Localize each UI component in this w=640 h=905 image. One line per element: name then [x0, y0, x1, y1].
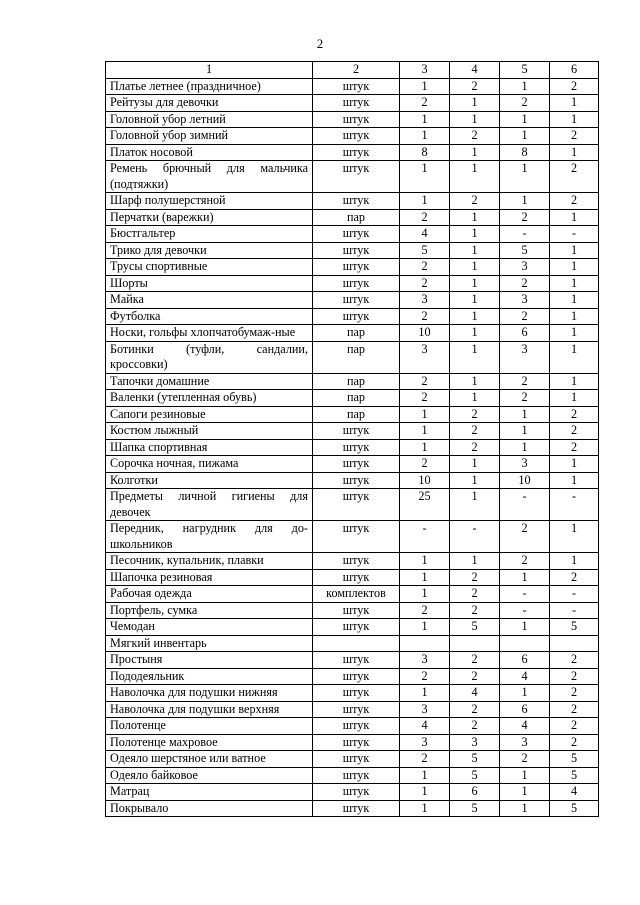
col-4-value: 1: [450, 472, 500, 489]
unit: комплектов: [313, 586, 400, 603]
header-cell: 5: [500, 62, 550, 79]
table-row: [106, 569, 599, 586]
col-3-value: 1: [400, 439, 450, 456]
unit: штук: [313, 226, 400, 243]
table-row: [106, 619, 599, 636]
col-3-value: 1: [400, 128, 450, 145]
col-6-value: [550, 635, 599, 652]
unit: штук: [313, 144, 400, 161]
item-name: Головной убор летний: [106, 111, 313, 128]
col-5-value: 1: [500, 78, 550, 95]
col-4-value: 1: [450, 209, 500, 226]
header-cell: 4: [450, 62, 500, 79]
table-row: [106, 489, 599, 521]
table-row: [106, 325, 599, 342]
col-6-value: 1: [550, 521, 599, 553]
col-3-value: 10: [400, 472, 450, 489]
unit: штук: [313, 718, 400, 735]
col-6-value: -: [550, 226, 599, 243]
col-6-value: 1: [550, 390, 599, 407]
table-row: [106, 95, 599, 112]
col-3-value: 4: [400, 226, 450, 243]
col-5-value: 3: [500, 292, 550, 309]
unit: штук: [313, 800, 400, 817]
item-name: Ремень брючный для мальчика (подтяжки): [106, 161, 313, 193]
col-5-value: 10: [500, 472, 550, 489]
table-row: [106, 423, 599, 440]
unit: штук: [313, 569, 400, 586]
col-5-value: [500, 635, 550, 652]
table-row: [106, 521, 599, 553]
table-row: [106, 78, 599, 95]
col-3-value: 3: [400, 292, 450, 309]
col-6-value: 2: [550, 685, 599, 702]
col-3-value: 1: [400, 193, 450, 210]
table-row: [106, 275, 599, 292]
page-number: 2: [316, 36, 324, 51]
items-table: [105, 61, 599, 817]
unit: пар: [313, 209, 400, 226]
col-4-value: 1: [450, 161, 500, 193]
col-6-value: 1: [550, 275, 599, 292]
item-name: Тапочки домашние: [106, 373, 313, 390]
col-5-value: 1: [500, 128, 550, 145]
col-3-value: 1: [400, 586, 450, 603]
item-name: Чемодан: [106, 619, 313, 636]
item-name: Шапка спортивная: [106, 439, 313, 456]
item-name: Платье летнее (праздничное): [106, 78, 313, 95]
col-4-value: 1: [450, 144, 500, 161]
item-name: Носки, гольфы хлопчатобумаж-ные: [106, 325, 313, 342]
col-6-value: 4: [550, 784, 599, 801]
item-name: Передник, нагрудник для до-школьников: [106, 521, 313, 553]
col-3-value: 1: [400, 78, 450, 95]
col-6-value: 1: [550, 95, 599, 112]
item-name: Костюм лыжный: [106, 423, 313, 440]
col-4-value: 1: [450, 275, 500, 292]
item-name: Валенки (утепленная обувь): [106, 390, 313, 407]
item-name: Рейтузы для девочки: [106, 95, 313, 112]
col-4-value: 2: [450, 602, 500, 619]
item-name: Шапочка резиновая: [106, 569, 313, 586]
col-6-value: 2: [550, 701, 599, 718]
col-4-value: 2: [450, 78, 500, 95]
unit: штук: [313, 128, 400, 145]
col-3-value: 1: [400, 423, 450, 440]
header-cell: 2: [313, 62, 400, 79]
unit: штук: [313, 292, 400, 309]
table-row: [106, 226, 599, 243]
table-row: [106, 111, 599, 128]
table-row: [106, 341, 599, 373]
col-5-value: 2: [500, 373, 550, 390]
col-6-value: 2: [550, 718, 599, 735]
col-5-value: 3: [500, 734, 550, 751]
item-name: Мягкий инвентарь: [106, 635, 313, 652]
col-4-value: 5: [450, 800, 500, 817]
table-header-row: [106, 62, 599, 79]
item-name: Трико для девочки: [106, 242, 313, 259]
unit: штук: [313, 784, 400, 801]
col-5-value: 3: [500, 456, 550, 473]
unit: штук: [313, 619, 400, 636]
col-6-value: 2: [550, 439, 599, 456]
col-4-value: 5: [450, 751, 500, 768]
table-row: [106, 456, 599, 473]
col-4-value: 1: [450, 489, 500, 521]
table-row: [106, 209, 599, 226]
col-5-value: 3: [500, 341, 550, 373]
col-3-value: [400, 635, 450, 652]
col-3-value: 1: [400, 111, 450, 128]
col-4-value: 1: [450, 373, 500, 390]
table-row: [106, 553, 599, 570]
unit: штук: [313, 489, 400, 521]
col-4-value: 1: [450, 259, 500, 276]
col-4-value: 3: [450, 734, 500, 751]
col-3-value: 1: [400, 784, 450, 801]
unit: штук: [313, 472, 400, 489]
table-row: [106, 472, 599, 489]
col-3-value: -: [400, 521, 450, 553]
col-6-value: 1: [550, 472, 599, 489]
col-3-value: 2: [400, 456, 450, 473]
col-5-value: 2: [500, 521, 550, 553]
col-5-value: 8: [500, 144, 550, 161]
col-5-value: 2: [500, 209, 550, 226]
unit: штук: [313, 734, 400, 751]
col-5-value: -: [500, 489, 550, 521]
item-name: Шарф полушерстяной: [106, 193, 313, 210]
unit: [313, 635, 400, 652]
item-name: Трусы спортивные: [106, 259, 313, 276]
item-name: Наволочка для подушки верхняя: [106, 701, 313, 718]
item-name: Перчатки (варежки): [106, 209, 313, 226]
col-3-value: 3: [400, 701, 450, 718]
col-5-value: 1: [500, 161, 550, 193]
table-row: [106, 800, 599, 817]
col-5-value: 4: [500, 668, 550, 685]
table-row: [106, 373, 599, 390]
col-3-value: 25: [400, 489, 450, 521]
table-row: [106, 734, 599, 751]
col-5-value: 1: [500, 406, 550, 423]
col-3-value: 4: [400, 718, 450, 735]
col-5-value: -: [500, 602, 550, 619]
col-3-value: 3: [400, 652, 450, 669]
col-5-value: 6: [500, 701, 550, 718]
item-name: Футболка: [106, 308, 313, 325]
col-4-value: 1: [450, 341, 500, 373]
col-3-value: 2: [400, 259, 450, 276]
col-4-value: 2: [450, 586, 500, 603]
col-5-value: 1: [500, 423, 550, 440]
item-name: Предметы личной гигиены для девочек: [106, 489, 313, 521]
col-5-value: 2: [500, 553, 550, 570]
col-5-value: 1: [500, 111, 550, 128]
unit: пар: [313, 406, 400, 423]
item-name: Сапоги резиновые: [106, 406, 313, 423]
unit: штук: [313, 652, 400, 669]
col-4-value: 1: [450, 226, 500, 243]
table-row: [106, 751, 599, 768]
unit: штук: [313, 553, 400, 570]
item-name: Наволочка для подушки нижняя: [106, 685, 313, 702]
table-row: [106, 685, 599, 702]
col-6-value: 2: [550, 161, 599, 193]
item-name: Портфель, сумка: [106, 602, 313, 619]
col-4-value: 6: [450, 784, 500, 801]
item-name: Головной убор зимний: [106, 128, 313, 145]
col-6-value: 2: [550, 652, 599, 669]
col-4-value: 2: [450, 668, 500, 685]
col-4-value: 1: [450, 111, 500, 128]
unit: штук: [313, 78, 400, 95]
col-4-value: [450, 635, 500, 652]
item-name: Полотенце махровое: [106, 734, 313, 751]
col-4-value: 2: [450, 701, 500, 718]
col-3-value: 3: [400, 341, 450, 373]
table-body: [106, 62, 599, 817]
item-name: Покрывало: [106, 800, 313, 817]
item-name: Матрац: [106, 784, 313, 801]
col-6-value: 5: [550, 767, 599, 784]
item-name: Шорты: [106, 275, 313, 292]
col-6-value: 2: [550, 193, 599, 210]
table-row: [106, 161, 599, 193]
col-4-value: 1: [450, 390, 500, 407]
table-row: [106, 718, 599, 735]
table-row: [106, 668, 599, 685]
item-name: Бюстгальтер: [106, 226, 313, 243]
col-5-value: 2: [500, 390, 550, 407]
col-4-value: 2: [450, 718, 500, 735]
col-3-value: 5: [400, 242, 450, 259]
unit: штук: [313, 767, 400, 784]
unit: штук: [313, 602, 400, 619]
col-3-value: 2: [400, 602, 450, 619]
col-4-value: 1: [450, 325, 500, 342]
col-5-value: -: [500, 226, 550, 243]
col-6-value: 1: [550, 456, 599, 473]
col-6-value: 5: [550, 800, 599, 817]
col-6-value: 1: [550, 308, 599, 325]
col-3-value: 2: [400, 373, 450, 390]
col-6-value: 2: [550, 423, 599, 440]
unit: пар: [313, 373, 400, 390]
col-6-value: 1: [550, 259, 599, 276]
table-row: [106, 144, 599, 161]
col-5-value: 2: [500, 95, 550, 112]
col-6-value: 2: [550, 128, 599, 145]
col-5-value: 1: [500, 685, 550, 702]
table-row: [106, 586, 599, 603]
col-4-value: 1: [450, 242, 500, 259]
col-4-value: 2: [450, 128, 500, 145]
col-5-value: 1: [500, 784, 550, 801]
col-6-value: 2: [550, 668, 599, 685]
item-name: Сорочка ночная, пижама: [106, 456, 313, 473]
unit: штук: [313, 751, 400, 768]
unit: штук: [313, 95, 400, 112]
col-4-value: 2: [450, 406, 500, 423]
col-6-value: 1: [550, 553, 599, 570]
col-3-value: 1: [400, 406, 450, 423]
col-4-value: 5: [450, 767, 500, 784]
col-4-value: 2: [450, 439, 500, 456]
table-row: [106, 308, 599, 325]
item-name: Рабочая одежда: [106, 586, 313, 603]
item-name: Одеяло шерстяное или ватное: [106, 751, 313, 768]
col-4-value: -: [450, 521, 500, 553]
unit: штук: [313, 308, 400, 325]
unit: пар: [313, 341, 400, 373]
col-3-value: 1: [400, 161, 450, 193]
col-6-value: 1: [550, 341, 599, 373]
col-5-value: 1: [500, 439, 550, 456]
item-name: Майка: [106, 292, 313, 309]
table-row: [106, 193, 599, 210]
col-3-value: 2: [400, 275, 450, 292]
col-6-value: 1: [550, 325, 599, 342]
unit: штук: [313, 275, 400, 292]
col-3-value: 1: [400, 800, 450, 817]
col-4-value: 1: [450, 95, 500, 112]
col-5-value: 2: [500, 275, 550, 292]
unit: штук: [313, 521, 400, 553]
col-3-value: 2: [400, 668, 450, 685]
table-row: [106, 242, 599, 259]
unit: штук: [313, 439, 400, 456]
col-4-value: 4: [450, 685, 500, 702]
unit: пар: [313, 390, 400, 407]
col-6-value: -: [550, 586, 599, 603]
unit: штук: [313, 423, 400, 440]
table-row: [106, 128, 599, 145]
col-4-value: 2: [450, 652, 500, 669]
table-row: [106, 439, 599, 456]
item-name: Песочник, купальник, плавки: [106, 553, 313, 570]
col-6-value: 2: [550, 406, 599, 423]
col-5-value: 6: [500, 652, 550, 669]
unit: штук: [313, 456, 400, 473]
col-5-value: 1: [500, 800, 550, 817]
col-3-value: 1: [400, 767, 450, 784]
col-6-value: 5: [550, 751, 599, 768]
table-row: [106, 390, 599, 407]
col-3-value: 10: [400, 325, 450, 342]
col-5-value: 1: [500, 619, 550, 636]
col-4-value: 5: [450, 619, 500, 636]
col-6-value: 2: [550, 734, 599, 751]
header-cell: 6: [550, 62, 599, 79]
col-6-value: 2: [550, 78, 599, 95]
unit: пар: [313, 325, 400, 342]
col-6-value: 1: [550, 111, 599, 128]
col-4-value: 2: [450, 569, 500, 586]
col-6-value: -: [550, 602, 599, 619]
col-5-value: 5: [500, 242, 550, 259]
table-row: [106, 292, 599, 309]
col-3-value: 2: [400, 751, 450, 768]
item-name: Колготки: [106, 472, 313, 489]
col-6-value: -: [550, 489, 599, 521]
table-row: [106, 652, 599, 669]
col-3-value: 3: [400, 734, 450, 751]
unit: штук: [313, 161, 400, 193]
col-6-value: 2: [550, 569, 599, 586]
col-5-value: 6: [500, 325, 550, 342]
col-5-value: 2: [500, 308, 550, 325]
table-row: [106, 259, 599, 276]
col-3-value: 8: [400, 144, 450, 161]
unit: штук: [313, 685, 400, 702]
item-name: Пододеяльник: [106, 668, 313, 685]
item-name: Ботинки (туфли, сандалии, кроссовки): [106, 341, 313, 373]
col-3-value: 2: [400, 308, 450, 325]
col-4-value: 2: [450, 423, 500, 440]
col-5-value: 3: [500, 259, 550, 276]
item-name: Полотенце: [106, 718, 313, 735]
col-5-value: -: [500, 586, 550, 603]
col-3-value: 1: [400, 685, 450, 702]
col-6-value: 1: [550, 292, 599, 309]
col-4-value: 2: [450, 193, 500, 210]
unit: штук: [313, 668, 400, 685]
table-row: [106, 406, 599, 423]
col-3-value: 1: [400, 553, 450, 570]
col-3-value: 2: [400, 209, 450, 226]
item-name: Одеяло байковое: [106, 767, 313, 784]
col-4-value: 1: [450, 553, 500, 570]
unit: штук: [313, 111, 400, 128]
table-row: [106, 701, 599, 718]
unit: штук: [313, 242, 400, 259]
col-6-value: 1: [550, 209, 599, 226]
col-6-value: 1: [550, 144, 599, 161]
col-3-value: 2: [400, 390, 450, 407]
col-5-value: 1: [500, 193, 550, 210]
table-row: [106, 602, 599, 619]
col-5-value: 1: [500, 569, 550, 586]
col-5-value: 4: [500, 718, 550, 735]
col-3-value: 1: [400, 619, 450, 636]
col-6-value: 1: [550, 373, 599, 390]
unit: штук: [313, 193, 400, 210]
col-6-value: 5: [550, 619, 599, 636]
header-cell: 1: [106, 62, 313, 79]
table-row: [106, 767, 599, 784]
table-row: [106, 784, 599, 801]
unit: штук: [313, 259, 400, 276]
col-4-value: 1: [450, 292, 500, 309]
col-4-value: 1: [450, 308, 500, 325]
item-name: Платок носовой: [106, 144, 313, 161]
item-name: Простыня: [106, 652, 313, 669]
header-cell: 3: [400, 62, 450, 79]
col-4-value: 1: [450, 456, 500, 473]
unit: штук: [313, 701, 400, 718]
col-3-value: 1: [400, 569, 450, 586]
table-row: [106, 635, 599, 652]
col-5-value: 1: [500, 767, 550, 784]
col-3-value: 2: [400, 95, 450, 112]
col-5-value: 2: [500, 751, 550, 768]
col-6-value: 1: [550, 242, 599, 259]
